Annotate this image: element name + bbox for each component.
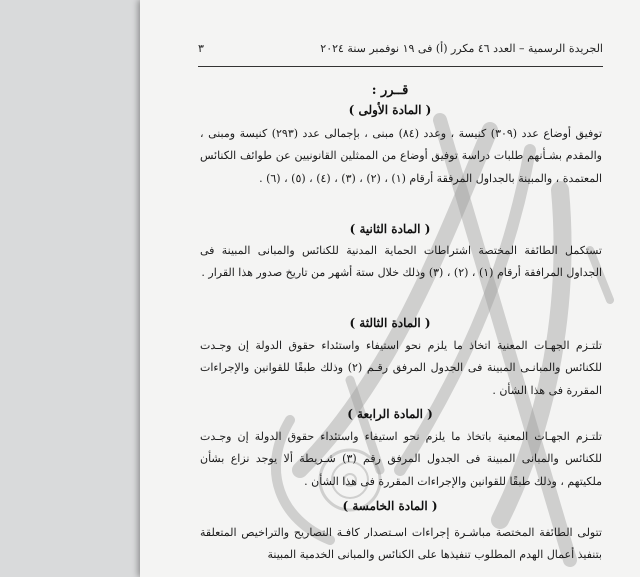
article-5-heading: ( المادة الخامسة ) [342, 499, 438, 513]
page-header [198, 42, 603, 64]
article-1-text: توفيق أوضاع عدد (٣٠٩) كنيسة ، وعدد (٨٤) مبنى ، بإجمالى عدد (٢٩٣) كنيسة ومبنى ، والمقدم بشـأنهم طلبات دراسة توفيق أوضاع من الممثلين القانونيين عن طوائف الكنائس المعتمدة ، والمبينة بالجداول المرفقة أرقام (١) ، (٢) ، (٣) ، (٤) ، (٥) ، (٦) . [200, 127, 603, 185]
page-number: ٣ [198, 42, 204, 55]
article-4-heading: ( المادة الرابعة ) [347, 407, 433, 421]
header-rule [198, 66, 603, 67]
decree-title: قــرر : [371, 83, 409, 98]
header-text: الجريدة الرسمية – العدد ٤٦ مكرر (أ) فى ١٩ نوفمبر سنة ٢٠٢٤ [320, 42, 603, 55]
document-page [140, 0, 640, 577]
article-5-text: تتولى الطائفة المختصة مباشـرة إجراءات اسـتصدار كافـة التصاريح والتراخيص المتعلقة بتنفيذ أعمال الهدم المطلوب تنفيذها على الكنائس والمبانى الخدمية المبينة [200, 526, 602, 562]
article-3-heading: ( المادة الثالثة ) [349, 316, 431, 330]
article-3-text: تلتـزم الجهـات المعنية اتخاذ ما يلزم نحو استيفاء واستئداء حقوق الدولة إن وجـدت للكنائس والمبانـى المبينة فى الجدول المرفق رقـم (٢) وذلك طبقًا للقوانين والإجراءات المقررة فى هذا الشأن . [200, 339, 602, 397]
article-2-text: تستكمل الطائفة المختصة اشتراطات الحماية المدنية للكنائس والمبانى المبينة فى الجداول المرافقة أرقام (١) ، (٢) ، (٣) وذلك خلال ستة أشهر من تاريخ صدور هذا القرار . [200, 244, 602, 280]
article-1-heading: ( المادة الأولى ) [348, 103, 432, 117]
article-4-text: تلتـزم الجهـات المعنية باتخاذ ما يلزم نحو استيفاء واستئداء حقوق الدولة إن وجـدت للكنائس والمبانى المبينة فى الجدول المرفق رقم (٣) شـريطة ألا يوجد نزاع بشأن ملكيتهم ، وذلك طبقًا للقوانين والإجراءات المقررة فى هذا الشأن . [200, 430, 603, 488]
article-2-heading: ( المادة الثانية ) [349, 222, 431, 236]
